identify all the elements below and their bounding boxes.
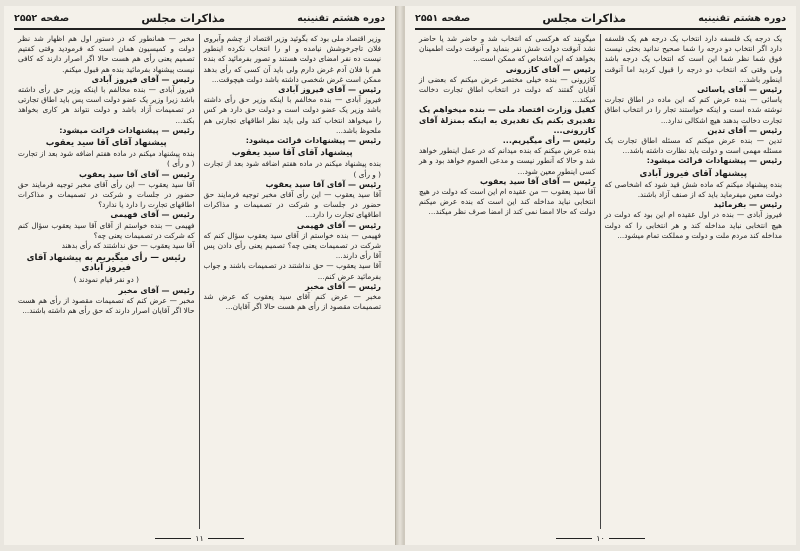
paragraph: وزیر اقتصاد ملی بود که بگوئید وزیر اقتصاد از چشم وآبروی فلان تاجرخوشش نیامده و او را انتخاب نکرده اینطور نیست ده نفر امضای دولت هستند و تصور بفرمائید که بنده هم با فلان آدم غرض دارم ولی باید آن کسی که رأی بدهد ممکن است غرض شخصی داشته باشد دولت هیچوقت...: [203, 34, 381, 84]
speaker-line: رئیس — پیشنهادات قرائت میشود:: [245, 136, 381, 146]
paragraph: آقا سید یعقوب — حق نداشتند در تصمیمات باشند و جواب بفرمائید عرض کنم...: [203, 261, 381, 281]
speaker-line: رئیس — آقای یاسائی: [697, 85, 782, 95]
paragraph: بنده پیشنهاد میکنم در ماده هفتم اضافه شود بعد از تجارت ( و رأی ): [18, 149, 195, 169]
paragraph: بنده پیشنهاد میکنم در ماده هفتم اضافه شود بعد از تجارت ( و رأی ): [203, 159, 381, 179]
right-page-title: مذاکرات مجلس: [542, 11, 627, 25]
left-page-footer-number: ۱۱: [195, 534, 204, 543]
paragraph: یک درجه یک فلسفه دارد انتخاب یک درجه هم یک فلسفه دارد اگر انتخاب دو درجه را شما صحیح ندانید بحثی نیست فوق شما نظر شما این است که انتخاب یک درجه باشد ولی وقتی که انتخاب دو درجه را قبول کردید اما آنوقت اینطور باشد...: [604, 34, 782, 84]
proposal-title: پیشنهاد آقای آقا سید یعقوب: [231, 148, 353, 159]
left-page-header: [14, 8, 385, 30]
speaker-line: رئیس — آقای مخبر: [305, 281, 381, 291]
proposal-title: پیشنهاد آقای آقا سید یعقوب: [45, 138, 167, 149]
speaker-line: رئیس — آقای تدین: [707, 125, 782, 135]
speaker-line: رئیس — بفرمائید: [713, 200, 782, 210]
paragraph: مخبر — عرض کنم آقای سید یعقوب که عرض شد تصمیمات مقصود از رأی هم هست حالا اگر آقایان...: [203, 292, 381, 312]
right-session-label: دوره هشتم تقنینیه: [698, 12, 786, 24]
right-page-col-right: [601, 34, 787, 529]
left-page-col-left: [14, 34, 200, 529]
paragraph: آقا سید یعقوب — این رأی آقای مخبر توجیه فرمایند حق حضور در جلسات و شرکت در تصمیمات و مذاکرات اطاقهای تجارت را دارد...: [203, 190, 381, 220]
speaker-line: رئیس — آقای کازرونی: [505, 64, 596, 74]
right-page-footer-number: ۱۰: [596, 534, 605, 543]
left-page-number-label: صفحه ۲۵۵۲: [14, 12, 70, 24]
paragraph: یاسائی — بنده عرض کنم که این ماده در اطاق تجارت نوشته شده است و اینکه خواستند تجار را در انتخاب اطاق تجارت دخالت بدهند هیچ اشکالی ندارد...: [604, 95, 782, 125]
paragraph: کازرونی — بنده خیلی مختصر عرض میکنم که بعضی از آقایان گفتند که دولت در انتخاب اطاق تجارت دخالت میکند...: [419, 74, 596, 105]
paragraph: بنده عرض میکنم که بنده میدانم که در عمل اینطور خواهد شد و حالا که آنطور نیست و مدعی العموم خواهد بود و هر کسی اینطور معین شود...: [419, 146, 596, 176]
paragraph: فهیمی — بنده خواستم از آقای سید یعقوب سؤال کنم که شرکت در تصمیمات یعنی چه؟ تصمیم یعنی رأی دادن پس آقا رأی دارند...: [203, 230, 381, 261]
paragraph: فیروز آبادی — بنده در اول عقیده ام این بود که دولت در هیچ انتخابی نباید مداخله کند و هر انتخابی را که دولت مداخله کند مردم ملت و دولت و مملکت تمام میشود...: [604, 210, 782, 240]
paragraph: بنده پیشنهاد میکنم که ماده شش قید شود که اشخاصی که دولت معین میفرماید باید که از صنف آزاد باشند.: [604, 179, 782, 200]
proposal-title: پیشنهاد آقای فیروز آبادی: [639, 168, 747, 179]
speaker-line: رئیس — آقای فیروز آبادی: [278, 85, 381, 95]
right-page-col-left: [415, 34, 601, 529]
speaker-line: رئیس — پیشنهادات قرائت میشود:: [59, 125, 195, 135]
book-gutter: [396, 6, 404, 545]
paragraph: آقا سید یعقوب — حق نداشتند که رأی بدهند: [61, 241, 195, 251]
speaker-line: رئیس — پیشنهادات قرائت میشود:: [646, 156, 782, 166]
speaker-line: رئیس — آقای آقا سید یعقوب: [265, 179, 381, 189]
speaker-line: کفیل وزارت اقتصاد ملی — بنده میخواهم یک تقدیری بکنم یک تقدیری به اینکه بمنزلهٔ آقای کازرونی...: [419, 105, 596, 135]
speaker-line: رئیس — آقای آقا سید یعقوب: [79, 169, 195, 179]
speaker-line: رئیس — آقای فیروز آبادی: [91, 74, 195, 84]
paragraph: فهیمی — بنده خواستم از آقای آقا سید یعقوب سؤال کنم که شرکت در تصمیمات یعنی چه؟: [18, 220, 195, 240]
speaker-line: رئیس — آقای فهیمی: [110, 210, 195, 220]
right-page-footer: [405, 534, 796, 543]
vote-note: ( دو نفر قیام نمودند ): [73, 274, 139, 284]
right-page-number-label: صفحه ۲۵۵۱: [415, 12, 471, 24]
speaker-line: رئیس — آقای مخبر: [118, 285, 195, 295]
paragraph: آقا سید یعقوب — این رأی آقای مخبر توجیه فرمایند حق حضور در جلسات و شرکت در تصمیمات و مذاکرات اطاقهای تجارت را دارد یا ندارد؟: [18, 179, 195, 210]
left-page-columns: [14, 34, 385, 529]
vote-heading: رئیس — رأی میگیریم به پیشنهاد آقای فیروز آبادی: [26, 253, 186, 274]
right-page: [404, 6, 796, 545]
left-page-col-right: [200, 34, 386, 529]
paragraph: مخبر — همانطور که در دستور اول هم اظهار شد نظر دولت و کمیسیون همان است که فرمودید وقتی کفتیم تصمیم یعنی رأی هم هست حالا اگر اصرار دارند که کافی نیست پیشنهاد بفرمائید بنده هم قبول میکنم.: [18, 34, 195, 74]
left-page-footer: [4, 534, 395, 543]
paragraph: فیروز آبادی — بنده مخالفم با اینکه وزیر حق رأی داشته باشد زیرا وزیر یک عضو دولت است پس باید اطاق تجارتی در تصمیمات آزاد باشد و دولت نتواند هر کاری بخواهد بکند...: [18, 85, 195, 125]
paragraph: تدین — بنده عرض میکنم که مسئله اطاق تجارت یک مسئله مهمی است و دولت باید نظارت داشته باشد...: [604, 136, 782, 156]
speaker-line: رئیس — آقای فهیمی: [296, 220, 381, 230]
speaker-line: رئیس — آقای آقا سید یعقوب: [480, 176, 596, 186]
right-page-header: [415, 8, 786, 30]
paragraph: مخبر — عرض کنم که تصمیمات مقصود از رأی هم هست حالا اگر آقایان اصرار دارند که حق رأی هم داشته باشند...: [18, 296, 195, 316]
speaker-line: رئیس — رأی میگیریم...: [502, 136, 596, 146]
right-page-columns: [415, 34, 786, 529]
left-page: [4, 6, 396, 545]
left-session-label: دوره هشتم تقنینیه: [297, 12, 385, 24]
left-page-title: مذاکرات مجلس: [141, 11, 226, 25]
paragraph: آقا سید یعقوب — من عقیده ام این است که دولت در هیچ انتخابی نباید مداخله کند این است که بنده عرض میکنم دولت که حالا امضا نمی کند از امضا صرف نظر میکند...: [419, 187, 596, 217]
paragraph: فیروز آبادی — بنده مخالفم با اینکه وزیر حق رأی داشته باشد وزیر یک عضو دولت است و دولت حق دارد هر کس را میخواهد انتخاب کند ولی باید نظر اطاقهای تجارتی هم ملحوظ باشد...: [203, 95, 381, 135]
paragraph: میگویند که هرکسی که انتخاب شد و حاضر شد یا حاضر نشد آنوقت دولت شش نفر بنماید و آنوقت دولت اطمینان بخواهد که این اشخاص که ممکن است...: [419, 34, 596, 64]
